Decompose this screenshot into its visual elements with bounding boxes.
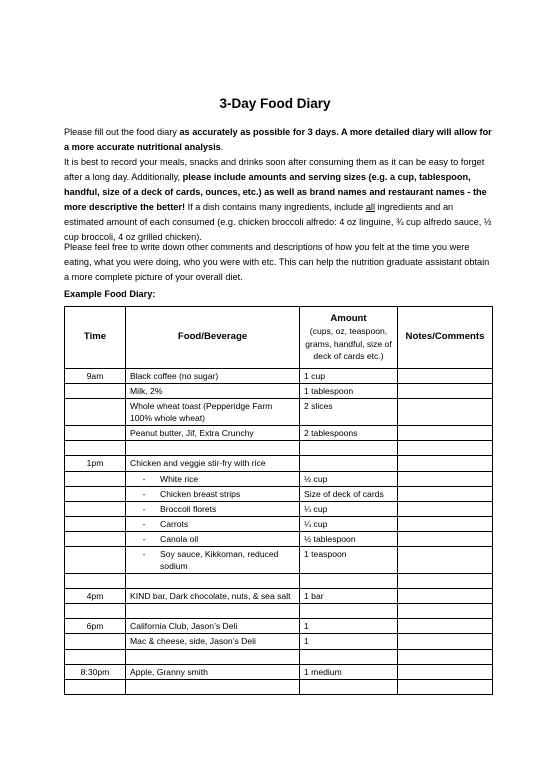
instructions-text-b: please include amounts and serving sizes (e.g. a cup, tablespoon, handful, size of a deck of cards, ounces, etc.) as well as brand names and restaurant names - the more descriptive the better! (64, 172, 487, 212)
food-cell: Milk, 2% (126, 384, 300, 399)
time-cell (65, 547, 126, 574)
ingredient-label: Carrots (160, 518, 189, 529)
notes-cell (398, 664, 493, 679)
header-amount (300, 307, 398, 369)
amount-cell: 2 tablespoons (300, 426, 398, 441)
table-row (65, 589, 493, 604)
food-cell: KIND bar, Dark chocolate, nuts, & sea salt (126, 589, 300, 604)
ingredient-label: Canola oil (160, 533, 199, 544)
time-cell: 1pm (65, 456, 126, 471)
time-cell: 6pm (65, 619, 126, 634)
intro-text-c: . (220, 142, 224, 152)
ingredient-label: Chicken breast strips (160, 488, 241, 499)
time-cell (65, 471, 126, 486)
notes-cell (398, 547, 493, 574)
time-cell (65, 531, 126, 546)
time-cell: 9am (65, 369, 126, 384)
comments-paragraph: Please feel free to write down other comments and descriptions of how you felt at the time you were eating, what you were doing, who you were with etc. This can help the nutrition graduate assistant obtain a more complete picture of your overall diet. (64, 242, 490, 282)
food-cell: Peanut butter, Jif, Extra Crunchy (126, 426, 300, 441)
table-row (65, 664, 493, 679)
time-cell (65, 399, 126, 426)
time-cell (65, 634, 126, 649)
table-row (65, 619, 493, 634)
amount-cell: 1 (300, 619, 398, 634)
table-row-blank (65, 574, 493, 589)
food-cell (126, 471, 300, 486)
food-cell: Mac & cheese, side, Jason’s Deli (126, 634, 300, 649)
header-time: Time (65, 307, 126, 369)
notes-cell (398, 619, 493, 634)
bullet-dash: - (142, 549, 146, 560)
table-row (65, 634, 493, 649)
table-row (65, 501, 493, 516)
time-cell (65, 486, 126, 501)
table-row (65, 486, 493, 501)
instructions-text-c: If a dish contains many ingredients, include (185, 202, 366, 212)
bullet-dash: - (142, 518, 146, 529)
notes-cell (398, 471, 493, 486)
notes-cell (398, 486, 493, 501)
notes-cell (398, 399, 493, 426)
notes-cell (398, 369, 493, 384)
amount-cell: 2 slices (300, 399, 398, 426)
table-row (65, 426, 493, 441)
notes-cell (398, 531, 493, 546)
instructions-text-a: It is best to record your meals, snacks and drinks soon after consuming them as it can be easy to forget after a long day. Additionally, (64, 157, 485, 182)
bullet-dash: - (142, 503, 146, 514)
bullet-dash: - (142, 533, 146, 544)
table-row-blank (65, 604, 493, 619)
time-cell: 4pm (65, 589, 126, 604)
table-row (65, 547, 493, 574)
instructions-text-d: all (365, 202, 376, 212)
table-row (65, 531, 493, 546)
bullet-dash: - (142, 473, 146, 484)
table-row (65, 456, 493, 471)
amount-cell: Size of deck of cards (300, 486, 398, 501)
amount-cell: ½ tablespoon (300, 531, 398, 546)
amount-cell (300, 456, 398, 471)
table-row-blank (65, 679, 493, 694)
header-amount-label: Amount (330, 313, 367, 325)
time-cell (65, 501, 126, 516)
time-cell (65, 516, 126, 531)
food-cell (126, 486, 300, 501)
notes-cell (398, 634, 493, 649)
amount-cell: ¼ cup (300, 501, 398, 516)
notes-cell (398, 501, 493, 516)
page-title: 3-Day Food Diary (219, 96, 331, 111)
food-cell (126, 547, 300, 574)
notes-cell (398, 384, 493, 399)
table-row (65, 399, 493, 426)
intro-text-a: Please fill out the food diary (64, 127, 180, 137)
time-cell (65, 426, 126, 441)
table-row (65, 384, 493, 399)
amount-cell: 1 medium (300, 664, 398, 679)
header-amount-sub: (cups, oz, teaspoon, grams, handful, size of deck of cards etc.) (305, 326, 392, 361)
amount-cell: 1 bar (300, 589, 398, 604)
table-row-blank (65, 441, 493, 456)
ingredient-label: White rice (160, 473, 199, 484)
food-cell: Black coffee (no sugar) (126, 369, 300, 384)
ingredient-label: Broccoli florets (160, 503, 217, 514)
bullet-dash: - (142, 488, 146, 499)
food-cell (126, 501, 300, 516)
food-cell (126, 531, 300, 546)
food-cell: Chicken and veggie stir-fry with rice (126, 456, 300, 471)
table-row (65, 516, 493, 531)
amount-cell: 1 tablespoon (300, 384, 398, 399)
header-notes: Notes/Comments (398, 307, 493, 369)
intro-text-b: as accurately as possible for 3 days. A more detailed diary will allow for a more accurate nutritional analysis (64, 127, 492, 152)
table-header-row (65, 307, 493, 369)
header-food: Food/Beverage (126, 307, 300, 369)
table-row-blank (65, 649, 493, 664)
amount-cell: ½ cup (300, 471, 398, 486)
notes-cell (398, 589, 493, 604)
example-label: Example Food Diary: (64, 289, 156, 299)
food-cell: California Club, Jason’s Deli (126, 619, 300, 634)
food-cell: Apple, Granny smith (126, 664, 300, 679)
notes-cell (398, 426, 493, 441)
intro-paragraph (64, 125, 492, 155)
amount-cell: ¼ cup (300, 516, 398, 531)
time-cell (65, 384, 126, 399)
amount-cell: 1 cup (300, 369, 398, 384)
notes-cell (398, 456, 493, 471)
time-cell: 8:30pm (65, 664, 126, 679)
table-row (65, 369, 493, 384)
notes-cell (398, 516, 493, 531)
food-cell (126, 516, 300, 531)
amount-cell: 1 teaspoon (300, 547, 398, 574)
instructions-paragraph (64, 155, 492, 245)
food-cell: Whole wheat toast (Pepperidge Farm 100% whole wheat) (126, 399, 300, 426)
food-diary-table (64, 306, 493, 695)
instructions-text-e: ingredients and an estimated amount of each consumed (e.g. chicken broccoli alfredo: 4 oz linguine, ¾ cup alfredo sauce, ½ cup broccoli, 4 oz grilled chicken). (64, 202, 492, 242)
amount-cell: 1 (300, 634, 398, 649)
table-row (65, 471, 493, 486)
ingredient-label: Soy sauce, Kikkoman, reduced sodium (160, 549, 279, 572)
